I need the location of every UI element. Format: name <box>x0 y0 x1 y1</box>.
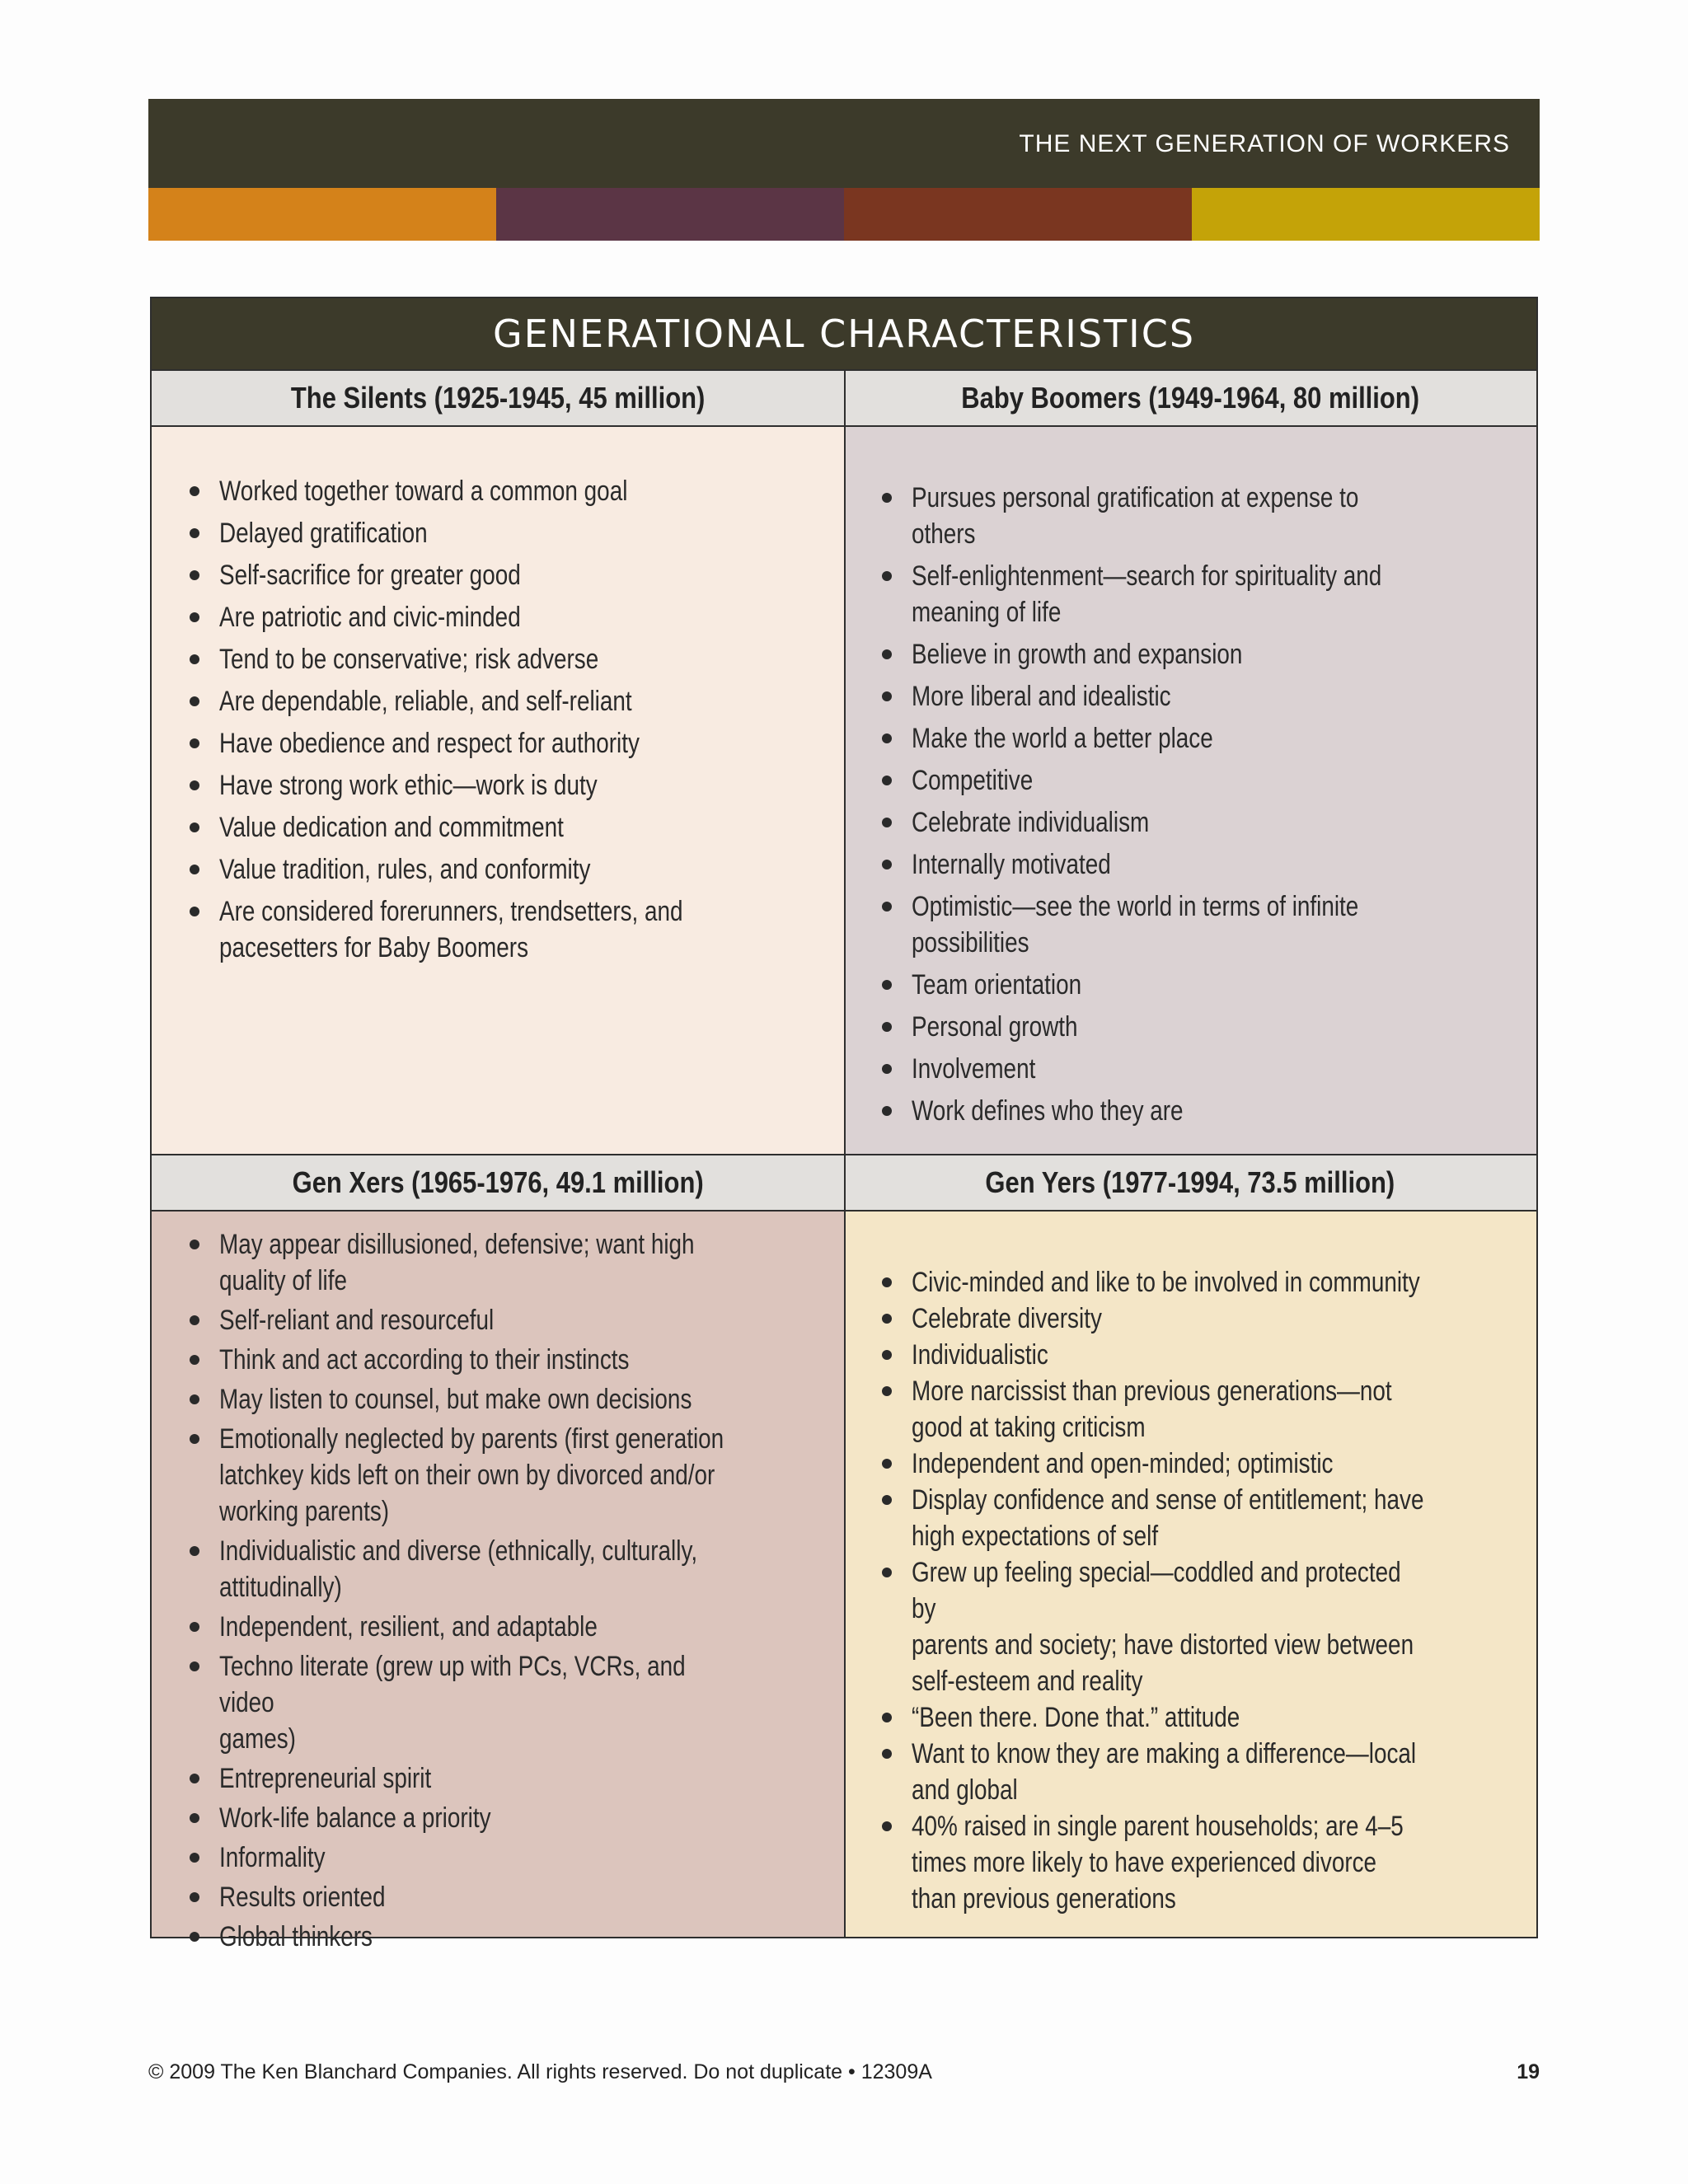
silents-list-item <box>186 851 785 888</box>
boomers-item-text: Optimistic—see the world in terms of infinite possibilities <box>912 891 1359 958</box>
geny-list-item <box>879 1808 1536 1917</box>
geny-item-text: Grew up feeling special—coddled and protected by parents and society; have distorted view between self-esteem and reality <box>912 1557 1414 1697</box>
genx-list-item <box>186 1421 844 1530</box>
genx-list-item <box>186 1840 844 1876</box>
boomers-heading-text: Baby Boomers (1949-1964, 80 million) <box>961 381 1419 415</box>
boomers-item-text: Competitive <box>912 765 1034 796</box>
boomers-heading <box>844 369 1536 427</box>
geny-heading-text: Gen Yers (1977-1994, 73.5 million) <box>985 1165 1395 1199</box>
geny-list-item <box>879 1446 1536 1482</box>
generational-table <box>150 297 1538 1952</box>
silents-heading-text: The Silents (1925-1945, 45 million) <box>291 381 706 415</box>
color-block-gold <box>1192 188 1540 241</box>
genx-list-item <box>186 1800 844 1836</box>
geny-list-item <box>879 1699 1536 1736</box>
genx-list-item <box>186 1879 844 1915</box>
silents-item-text: Worked together toward a common goal <box>219 476 628 507</box>
silents-item-text: Value tradition, rules, and conformity <box>219 854 591 885</box>
boomers-item-text: Work defines who they are <box>912 1095 1184 1127</box>
geny-item-text: Display confidence and sense of entitlement; have high expectations of self <box>912 1484 1424 1552</box>
color-block-plum <box>496 188 844 241</box>
silents-list-item <box>186 809 785 846</box>
genx-list-item <box>186 1302 844 1338</box>
boomers-list-item <box>879 1009 1536 1045</box>
genx-list-item <box>186 1760 844 1797</box>
geny-list-item <box>879 1264 1536 1301</box>
silents-list-item <box>186 683 785 719</box>
genx-item-text: Think and act according to their instincts <box>219 1344 630 1376</box>
geny-item-text: Independent and open-minded; optimistic <box>912 1448 1334 1479</box>
boomers-item-text: Team orientation <box>912 969 1082 1001</box>
silents-list <box>186 473 785 972</box>
geny-item-text: 40% raised in single parent households; are 4–5 times more likely to have experienced divorce than previous generations <box>912 1811 1404 1915</box>
genx-item-text: Independent, resilient, and adaptable <box>219 1611 598 1643</box>
geny-list-item <box>879 1482 1536 1554</box>
genx-list-item <box>186 1226 844 1299</box>
boomers-item-text: Personal growth <box>912 1011 1078 1043</box>
boomers-list-item <box>879 558 1536 630</box>
genx-item-text: Informality <box>219 1842 326 1873</box>
genx-list-item <box>186 1342 844 1378</box>
genx-item-text: Results oriented <box>219 1882 386 1913</box>
boomers-list-item <box>879 720 1536 757</box>
silents-item-text: Are considered forerunners, trendsetters, and pacesetters for Baby Boomers <box>219 896 683 963</box>
silents-item-text: Are patriotic and civic-minded <box>219 602 521 633</box>
silents-list-item <box>186 473 785 509</box>
boomers-item-text: More liberal and idealistic <box>912 681 1171 712</box>
boomers-list <box>879 480 1536 1135</box>
geny-list <box>879 1264 1536 1917</box>
boomers-list-item <box>879 967 1536 1003</box>
geny-list-item <box>879 1373 1536 1446</box>
color-strip <box>148 188 1540 241</box>
boomers-list-item <box>879 678 1536 715</box>
boomers-list-item <box>879 1093 1536 1129</box>
boomers-list-item <box>879 480 1536 552</box>
boomers-item-text: Pursues personal gratification at expense to others <box>912 482 1359 550</box>
silents-heading <box>152 369 845 427</box>
boomers-item-text: Involvement <box>912 1053 1036 1085</box>
silents-item-text: Have obedience and respect for authority <box>219 728 640 759</box>
geny-item-text: Civic-minded and like to be involved in community <box>912 1267 1420 1298</box>
header-title: THE NEXT GENERATION OF WORKERS <box>1019 130 1510 157</box>
genx-item-text: Global thinkers <box>219 1921 373 1952</box>
silents-list-item <box>186 599 785 635</box>
geny-list-item <box>879 1337 1536 1373</box>
boomers-list-item <box>879 888 1536 961</box>
boomers-list-item <box>879 762 1536 799</box>
geny-item-text: Celebrate diversity <box>912 1303 1102 1334</box>
table-title: GENERATIONAL CHARACTERISTICS <box>152 298 1536 369</box>
genx-list-item <box>186 1381 844 1418</box>
geny-list-item <box>879 1554 1536 1699</box>
boomers-list-item <box>879 846 1536 883</box>
color-block-rust <box>844 188 1192 241</box>
silents-cell <box>152 427 844 1154</box>
genx-list <box>186 1226 844 1958</box>
boomers-list-item <box>879 1051 1536 1087</box>
geny-item-text: More narcissist than previous generations—not good at taking criticism <box>912 1376 1392 1443</box>
color-block-orange <box>148 188 496 241</box>
boomers-item-text: Make the world a better place <box>912 723 1213 754</box>
genx-item-text: Work-life balance a priority <box>219 1802 491 1834</box>
silents-item-text: Are dependable, reliable, and self-reliant <box>219 686 632 717</box>
geny-list-item <box>879 1736 1536 1808</box>
boomers-item-text: Self-enlightenment—search for spirituality and meaning of life <box>912 560 1382 628</box>
header-bar <box>148 99 1540 188</box>
genx-item-text: Emotionally neglected by parents (first generation latchkey kids left on their own by divorced and/or working parents) <box>219 1423 724 1527</box>
genx-list-item <box>186 1533 844 1605</box>
silents-list-item <box>186 641 785 677</box>
genx-item-text: Entrepreneurial spirit <box>219 1763 432 1794</box>
geny-cell <box>846 1212 1536 1937</box>
geny-item-text: “Been there. Done that.” attitude <box>912 1702 1240 1733</box>
boomers-list-item <box>879 636 1536 673</box>
genx-heading-text: Gen Xers (1965-1976, 49.1 million) <box>292 1165 705 1199</box>
genx-item-text: May listen to counsel, but make own decisions <box>219 1384 692 1415</box>
column-divider <box>844 369 846 1937</box>
footer-copyright: © 2009 The Ken Blanchard Companies. All rights reserved. Do not duplicate • 12309A <box>148 2060 932 2083</box>
geny-list-item <box>879 1301 1536 1337</box>
genx-list-item <box>186 1609 844 1645</box>
page-number: 19 <box>1517 2060 1540 2083</box>
boomers-list-item <box>879 804 1536 841</box>
silents-list-item <box>186 725 785 762</box>
silents-item-text: Self-sacrifice for greater good <box>219 560 521 591</box>
genx-heading <box>152 1154 845 1212</box>
silents-item-text: Value dedication and commitment <box>219 812 564 843</box>
genx-item-text: Techno literate (grew up with PCs, VCRs, and video games) <box>219 1651 686 1755</box>
boomers-item-text: Believe in growth and expansion <box>912 639 1243 670</box>
boomers-item-text: Celebrate individualism <box>912 807 1150 838</box>
silents-item-text: Delayed gratification <box>219 518 428 549</box>
silents-item-text: Have strong work ethic—work is duty <box>219 770 598 801</box>
genx-cell <box>152 1212 844 1952</box>
geny-heading <box>844 1154 1536 1212</box>
genx-item-text: May appear disillusioned, defensive; want high quality of life <box>219 1229 695 1296</box>
genx-item-text: Individualistic and diverse (ethnically, culturally, attitudinally) <box>219 1535 698 1603</box>
silents-item-text: Tend to be conservative; risk adverse <box>219 644 599 675</box>
genx-list-item <box>186 1919 844 1955</box>
silents-list-item <box>186 767 785 804</box>
genx-item-text: Self-reliant and resourceful <box>219 1305 495 1336</box>
boomers-cell <box>846 427 1536 1154</box>
silents-list-item <box>186 893 785 966</box>
silents-list-item <box>186 557 785 593</box>
geny-item-text: Want to know they are making a difference—local and global <box>912 1738 1417 1806</box>
geny-item-text: Individualistic <box>912 1339 1048 1371</box>
silents-list-item <box>186 515 785 551</box>
boomers-item-text: Internally motivated <box>912 849 1111 880</box>
genx-list-item <box>186 1648 844 1757</box>
